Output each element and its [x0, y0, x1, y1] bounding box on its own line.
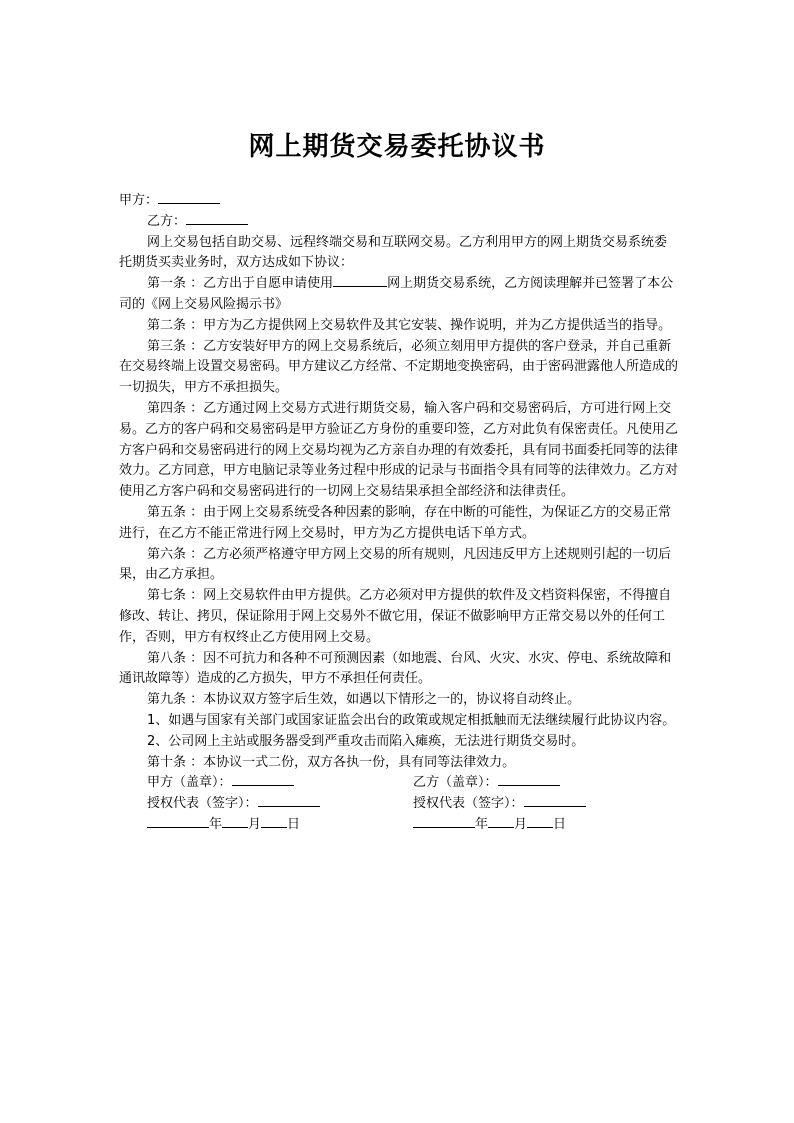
party-a-day-blank — [261, 815, 287, 828]
article-1 — [119, 274, 679, 316]
article-7: 第七条 ：网上交易软件由甲方提供。乙方必须对甲方提供的软件及文档资料保密，不得擅自修改、转让、拷贝，保证除用于网上交易外不做它用，保证不做影响甲方正常交易以外的任何工作，否则，甲方有权终止乙方使用网上交易。 — [119, 588, 672, 645]
party-b-seal-blank — [498, 773, 560, 786]
party-a-month-blank — [222, 815, 248, 828]
article-2: 第二条 ：甲方为乙方提供网上交易软件及其它安装、操作说明，并为乙方提供适当的指导。 — [147, 317, 672, 333]
party-b-day-label: 日 — [553, 816, 567, 832]
article-1-blank — [333, 274, 387, 287]
article-4: 第四条 ：乙方通过网上交易方式进行期货交易，输入客户码和交易密码后，方可进行网上交易。乙方的客户码和交易密码是甲方验证乙方身份的重要印签，乙方对此负有保密责任。凡使用乙方客户码和交易密码进行的网上交易均视为乙方亲自办理的有效委托，具有同书面委托同等的法律效力。乙方同意，甲方电脑记录等业务过程中形成的记录与书面指令具有同等的法律效力。乙方对使用乙方客户码和交易密码进行的一切网上交易结果承担全部经济和法律责任。 — [119, 400, 679, 500]
party-a-seal-label: 甲方（盖章）： — [147, 775, 232, 791]
party-a-date — [147, 815, 413, 836]
party-b-label: 乙方： — [147, 213, 187, 229]
authorized-rep-row — [119, 794, 679, 815]
party-a-year-blank — [147, 815, 209, 828]
document-title: 网上期货交易委托协议书 — [248, 132, 546, 162]
party-a-rep-label: 授权代表（签字）： — [147, 796, 258, 812]
party-b-rep-label: 授权代表（签字）： — [413, 796, 524, 812]
party-b-rep-blank — [524, 794, 586, 807]
article-3: 第三条 ：乙方安装好甲方的网上交易系统后，必须立刻用甲方提供的客户登录，并自己重新在交易终端上设置交易密码。甲方建议乙方经常、不定期地变换密码，由于密码泄露他人所造成的一切损失，甲方不承担损失。 — [119, 338, 679, 396]
party-b-year-blank — [413, 815, 475, 828]
article-1-text-a: 第一条 ：乙方出于自愿申请使用 — [147, 276, 334, 292]
seal-row — [119, 773, 679, 794]
party-b-seal-label: 乙方（盖章）： — [413, 775, 498, 791]
party-a-year-label: 年 — [209, 816, 223, 832]
party-b-day-blank — [527, 815, 553, 828]
party-a-line — [119, 191, 679, 212]
article-9: 第九条 ：本协议双方签字后生效，如遇以下情形之一的，协议将自动终止。 — [147, 692, 581, 708]
party-a-rep-blank — [258, 794, 320, 807]
intro-paragraph: 网上交易包括自助交易、远程终端交易和互联网交易。乙方利用甲方的网上期货交易系统委托期货买卖业务时，双方达成如下协议： — [119, 234, 668, 271]
party-b-rep — [413, 794, 679, 815]
article-10: 第十条 ：本协议一式二份，双方各执一份，具有同等法律效力。 — [147, 754, 516, 770]
party-b-year-label: 年 — [475, 816, 489, 832]
article-6: 第六条 ：乙方必须严格遵守甲方网上交易的所有规则，凡因违反甲方上述规则引起的一切后果，由乙方承担。 — [119, 546, 672, 583]
party-b-month-blank — [488, 815, 514, 828]
party-a-rep — [147, 794, 413, 815]
party-a-blank — [158, 191, 220, 204]
agreement-body — [119, 191, 679, 836]
article-9-item-1: 1、如遇与国家有关部门或国家证监会出台的政策或规定相抵触而无法继续履行此协议内容。 — [147, 712, 676, 728]
party-a-day-label: 日 — [287, 816, 301, 832]
party-a-label: 甲方： — [119, 193, 159, 208]
date-row — [119, 815, 679, 836]
party-b-blank — [186, 212, 248, 225]
party-b-date — [413, 815, 679, 836]
party-a-month-label: 月 — [248, 816, 262, 832]
party-b-month-label: 月 — [514, 816, 528, 832]
article-1-text-b: 网上期货交易系统，乙方阅读理解并已签署了本公司的《网上交易风险揭示书》 — [119, 276, 674, 312]
party-a-seal-blank — [232, 773, 294, 786]
party-b-seal — [413, 773, 679, 794]
party-b-line — [119, 212, 679, 233]
article-5: 第五条 ：由于网上交易系统受各种因素的影响，存在中断的可能性，为保证乙方的交易正常进行，在乙方不能正常进行网上交易时，甲方为乙方提供电话下单方式。 — [119, 504, 672, 541]
article-9-item-2: 2、公司网上主站或服务器受到严重攻击而陷入瘫痪，无法进行期货交易时。 — [147, 733, 585, 749]
article-8: 第八条 ：因不可抗力和各种不可预测因素（如地震、台风、火灾、水灾、停电、系统故障和通讯故障等）造成的乙方损失，甲方不承担任何责任。 — [119, 650, 672, 687]
party-a-seal — [147, 773, 413, 794]
